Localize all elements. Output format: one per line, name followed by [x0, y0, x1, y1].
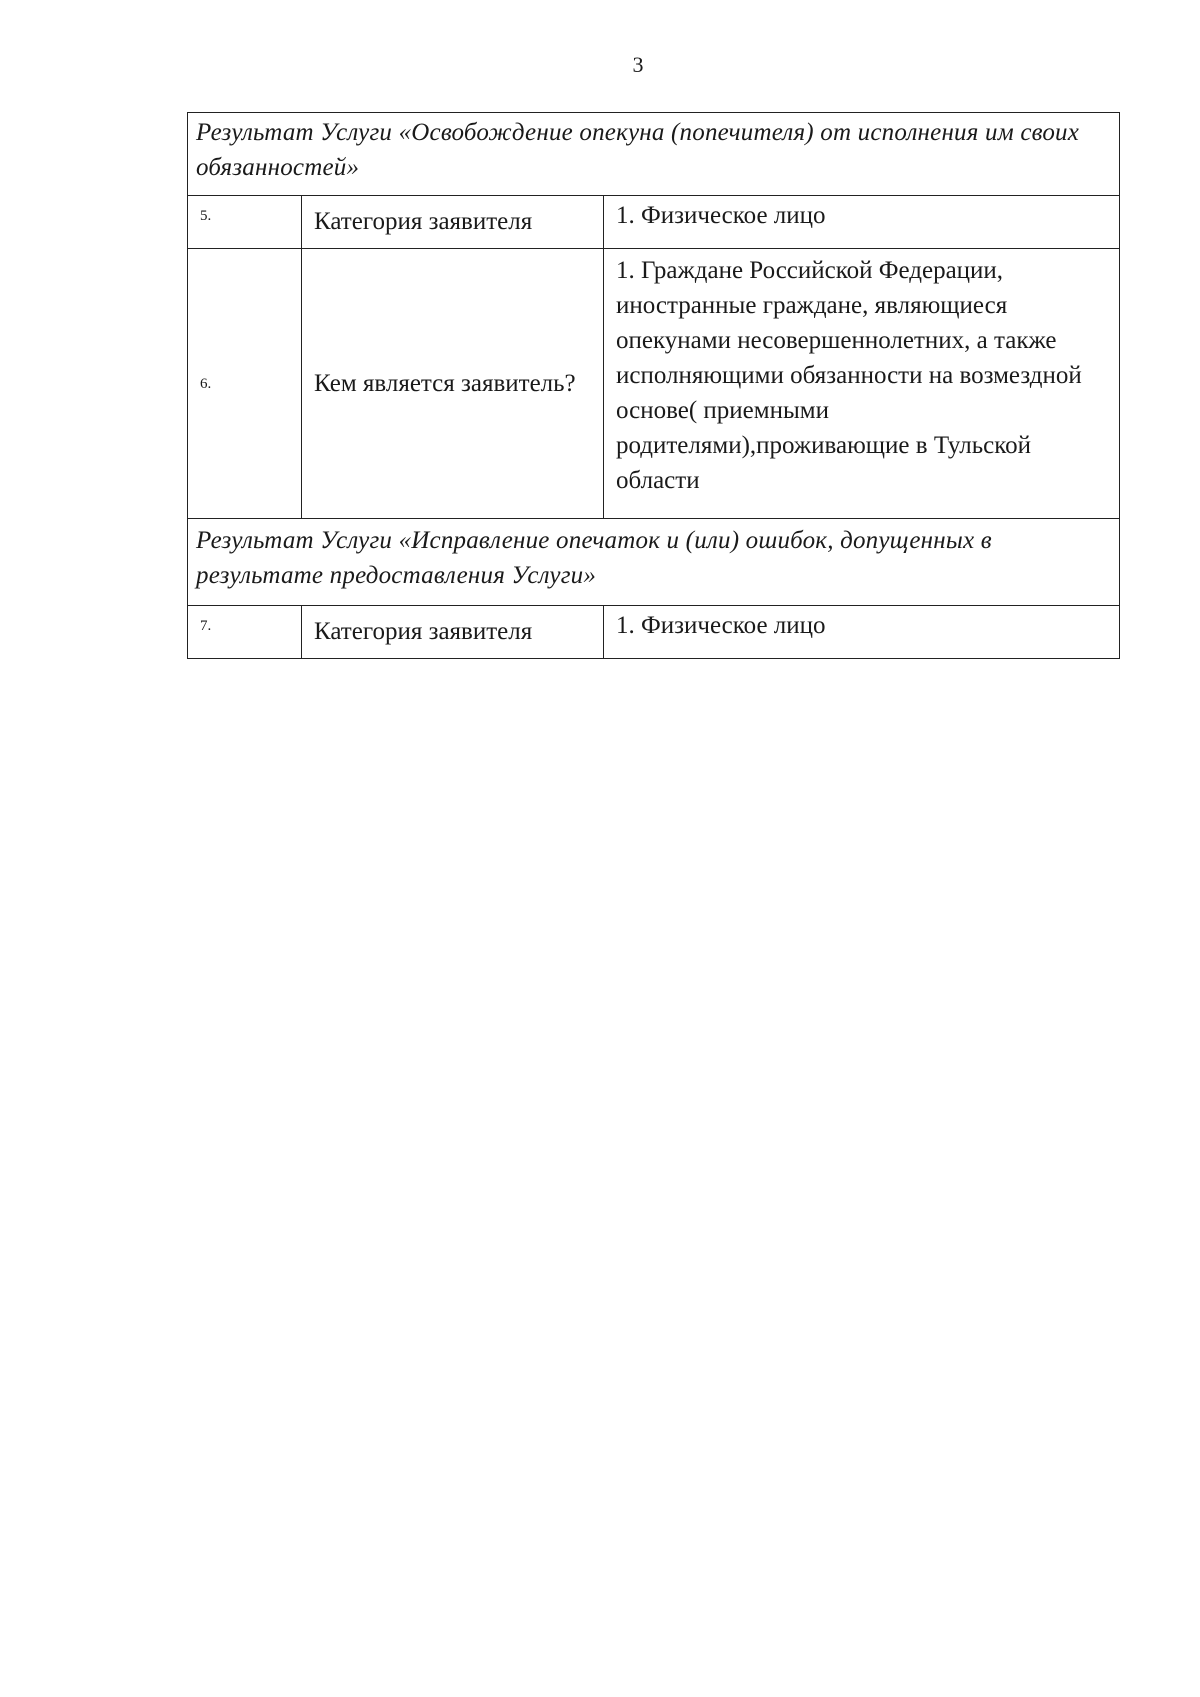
row-label: Кем является заявитель?: [302, 249, 604, 519]
row-label: Категория заявителя: [302, 196, 604, 249]
applicant-table: [187, 112, 1120, 659]
row-number: 5.: [188, 196, 302, 249]
table-row: [188, 196, 1120, 249]
section-heading-row: [188, 519, 1120, 606]
section-heading-row: [188, 113, 1120, 196]
section-heading: Результат Услуги «Исправление опечаток и (или) ошибок, допущенных в результате предоставления Услуги»: [188, 519, 1120, 606]
page-number: 3: [632, 52, 644, 77]
section-heading: Результат Услуги «Освобождение опекуна (попечителя) от исполнения им своих обязанностей»: [188, 113, 1120, 196]
table-row: [188, 249, 1120, 519]
row-value: 1. Граждане Российской Федерации, иностранные граждане, являющиеся опекунами несовершеннолетних, а также исполняющими обязанности на возмездной основе( приемными родителями),проживающие в Тульской области: [604, 249, 1120, 519]
row-label: Категория заявителя: [302, 606, 604, 659]
table-row: [188, 606, 1120, 659]
row-value: 1. Физическое лицо: [604, 196, 1120, 249]
row-number: 7.: [188, 606, 302, 659]
row-value: 1. Физическое лицо: [604, 606, 1120, 659]
row-number: 6.: [188, 249, 302, 519]
